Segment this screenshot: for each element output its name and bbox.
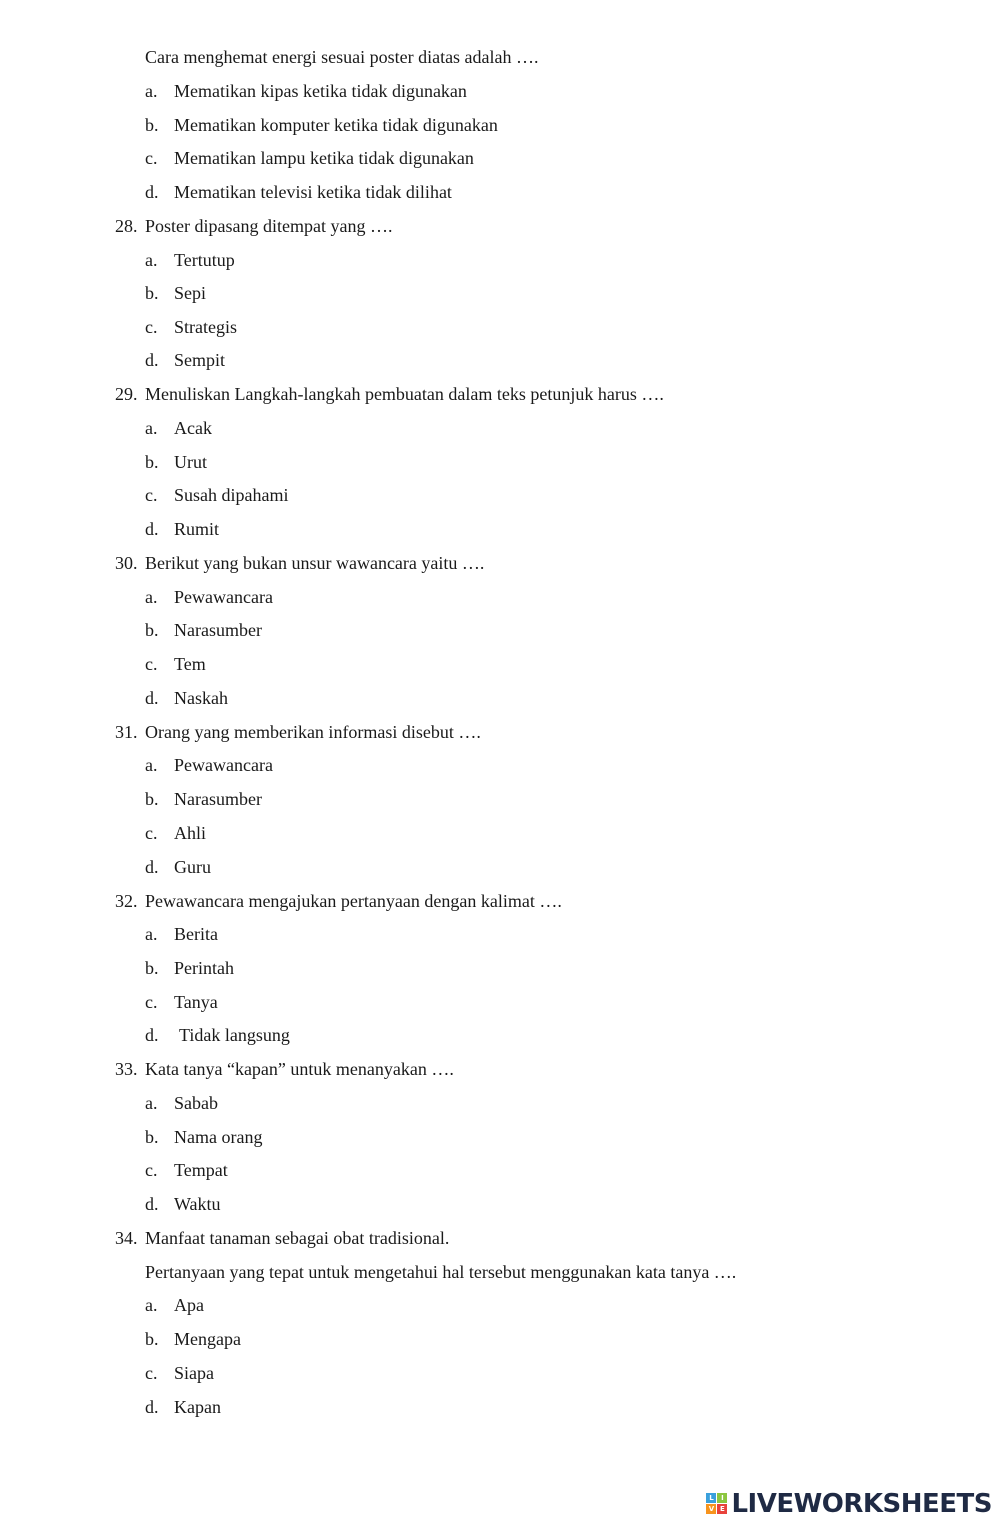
question-text: Menuliskan Langkah-langkah pembuatan dalam teks petunjuk harus …. — [145, 384, 664, 404]
option-letter: d. — [145, 1025, 159, 1045]
option-text: Tem — [174, 654, 206, 674]
option-letter: a. — [145, 924, 158, 944]
option-letter: d. — [145, 1194, 159, 1214]
option-text: Siapa — [174, 1363, 214, 1383]
question-text-continuation: Pertanyaan yang tepat untuk mengetahui hal tersebut menggunakan kata tanya …. — [145, 1262, 737, 1282]
option-text: Tertutup — [174, 250, 235, 270]
option-letter: b. — [145, 452, 159, 472]
question-number: 30. — [115, 553, 138, 573]
option-text: Tidak langsung — [179, 1025, 290, 1045]
option-text: Mematikan kipas ketika tidak digunakan — [174, 81, 467, 101]
option-letter: b. — [145, 620, 159, 640]
option-letter: a. — [145, 755, 158, 775]
question-text: Pewawancara mengajukan pertanyaan dengan kalimat …. — [145, 891, 562, 911]
question-number: 31. — [115, 722, 138, 742]
option-text: Urut — [174, 452, 207, 472]
option-text: Narasumber — [174, 789, 262, 809]
option-letter: c. — [145, 823, 158, 843]
option-text: Mengapa — [174, 1329, 241, 1349]
option-text: Sepi — [174, 283, 207, 303]
liveworksheets-mark-icon: L I V E — [706, 1493, 728, 1515]
option-letter: d. — [145, 688, 159, 708]
option-text: Nama orang — [174, 1127, 263, 1147]
option-letter: a. — [145, 587, 158, 607]
question-number: 28. — [115, 216, 138, 236]
option-text: Pewawancara — [174, 755, 273, 775]
question-text: Manfaat tanaman sebagai obat tradisional. — [145, 1228, 450, 1248]
option-letter: c. — [145, 317, 158, 337]
option-text: Tanya — [174, 992, 218, 1012]
option-text: Strategis — [174, 317, 237, 337]
question-number: 33. — [115, 1059, 138, 1079]
option-text: Berita — [174, 924, 218, 944]
question-text: Berikut yang bukan unsur wawancara yaitu …. — [145, 553, 485, 573]
option-text: Pewawancara — [174, 587, 273, 607]
option-letter: b. — [145, 283, 159, 303]
option-letter: d. — [145, 350, 159, 370]
option-text: Guru — [174, 857, 211, 877]
question-text: Kata tanya “kapan” untuk menanyakan …. — [145, 1059, 454, 1079]
option-letter: a. — [145, 418, 158, 438]
option-letter: c. — [145, 148, 158, 168]
option-text: Naskah — [174, 688, 228, 708]
option-text: Kapan — [174, 1397, 221, 1417]
question-text: Poster dipasang ditempat yang …. — [145, 216, 393, 236]
option-text: Narasumber — [174, 620, 262, 640]
option-letter: d. — [145, 182, 159, 202]
option-letter: d. — [145, 519, 159, 539]
option-text: Rumit — [174, 519, 220, 539]
option-text: Mematikan lampu ketika tidak digunakan — [174, 148, 474, 168]
option-letter: d. — [145, 1397, 159, 1417]
option-letter: c. — [145, 1363, 158, 1383]
option-text: Mematikan televisi ketika tidak dilihat — [174, 182, 452, 202]
option-letter: b. — [145, 958, 159, 978]
option-text: Acak — [174, 418, 212, 438]
option-text: Waktu — [174, 1194, 221, 1214]
question-stem: Cara menghemat energi sesuai poster diatas adalah …. — [145, 47, 539, 67]
option-letter: c. — [145, 654, 158, 674]
option-text: Susah dipahami — [174, 485, 289, 505]
option-letter: a. — [145, 1295, 158, 1315]
option-letter: b. — [145, 789, 159, 809]
liveworksheets-logo[interactable] — [706, 1489, 992, 1519]
option-letter: b. — [145, 1329, 159, 1349]
option-letter: a. — [145, 1093, 158, 1113]
option-letter: b. — [145, 115, 159, 135]
question-number: 29. — [115, 384, 138, 404]
option-letter: c. — [145, 1160, 158, 1180]
question-number: 32. — [115, 891, 138, 911]
liveworksheets-logo-text: LIVEWORKSHEETS — [731, 1489, 992, 1519]
option-letter: b. — [145, 1127, 159, 1147]
option-letter: a. — [145, 81, 158, 101]
option-text: Mematikan komputer ketika tidak digunakan — [174, 115, 498, 135]
option-text: Ahli — [174, 823, 207, 843]
option-letter: c. — [145, 485, 158, 505]
option-text: Sempit — [174, 350, 226, 370]
option-letter: a. — [145, 250, 158, 270]
option-text: Perintah — [174, 958, 234, 978]
option-letter: d. — [145, 857, 159, 877]
option-text: Apa — [174, 1295, 204, 1315]
option-letter: c. — [145, 992, 158, 1012]
question-text: Orang yang memberikan informasi disebut …. — [145, 722, 481, 742]
option-text: Sabab — [174, 1093, 218, 1113]
question-number: 34. — [115, 1228, 138, 1248]
option-text: Tempat — [174, 1160, 228, 1180]
